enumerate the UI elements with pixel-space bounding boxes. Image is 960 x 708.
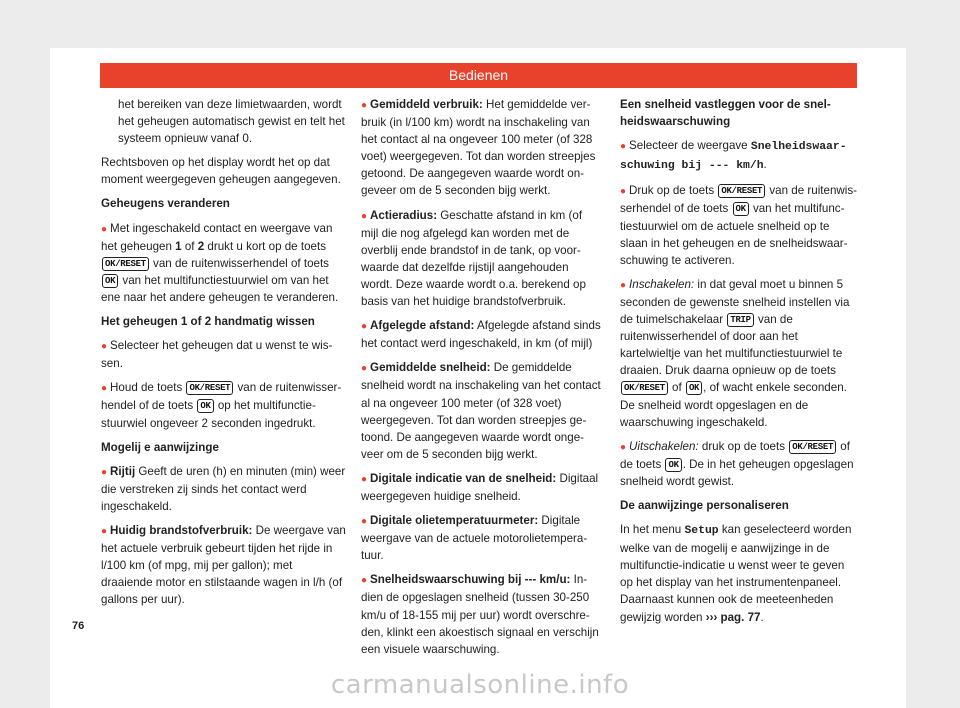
list-item: ● Selecteer het geheugen dat u wenst te wissen.: [101, 339, 333, 371]
menu-name: Setup: [684, 525, 719, 538]
list-item: ● Met ingeschakeld contact en weergave van het geheugen 1 of 2 drukt u kort op de toets OK/RESET van de ruitenwisserhendel of toets OK van het multifunctiestuurwiel om van het ene naar het andere geheugen te veranderen.: [101, 221, 339, 304]
ok-reset-key-icon: OK/RESET: [102, 257, 149, 271]
page-reference-link[interactable]: ››› pag. 77: [705, 610, 761, 624]
ok-reset-key-icon: OK/RESET: [789, 440, 836, 454]
display-text: Snelheidswaarschuwing bij --- km/h: [620, 141, 847, 173]
list-item: ● Druk op de toets OK/RESET van de ruitenwisserhendel of de toets OK van het multifunctiestuurwiel om de actuele snelheid op te slaan in het geheugen en de snelheidswaarschuwing te activeren.: [620, 184, 858, 267]
bullet-icon: ●: [101, 223, 108, 235]
subheading: Een snelheid vastleggen voor de snelheidswaarschuwing: [620, 98, 831, 129]
ok-key-icon: OK: [733, 202, 749, 216]
bullet-icon: ●: [361, 575, 368, 587]
bullet-icon: ●: [620, 279, 627, 291]
list-item: ● Rijtij Geeft de uren (h) en minuten (min) weer die verstreken zij sinds het contact werd ingeschakeld.: [101, 464, 346, 513]
list-item: ● Afgelegde afstand: Afgelegde afstand sinds het contact werd ingeschakeld, in km (of mijl): [361, 319, 601, 351]
list-item: ● Digitale olietemperatuurmeter: Digitale weergave van de actuele motorolietemperatuur.: [361, 514, 588, 563]
bullet-icon: ●: [101, 525, 108, 537]
list-item: ● Gemiddelde snelheid: De gemiddelde snelheid wordt na inschakeling van het contact al na ongeveer 100 meter (of 328 voet) weergegeven. Tot dan worden streepjes getoond. De aangegeven waarde wordt ongeveer om de 5 seconden bijg werkt.: [361, 361, 601, 461]
paragraph: het bereiken van deze limietwaarden, wordt het geheugen automatisch gewist en telt het systeem opnieuw vanaf 0.: [118, 98, 345, 146]
list-item: ● Inschakelen: in dat geval moet u binnen 5 seconden de gewenste snelheid instellen via de tuimelschakelaar TRIP van de ruitenwisserhendel of door aan het kartelwieltje van het multifunctiestuurwiel te draaien. Druk daarna opnieuw op de toets OK/RESET of OK , of wacht enkele seconden. De snelheid wordt opgeslagen en de waarschuwing ingeschakeld.: [620, 277, 850, 429]
list-item: ● Gemiddeld verbruik: Het gemiddelde verbruik (in l/100 km) wordt na inschakeling van het contact al na ongeveer 100 meter (of 328 voet) weergegeven. Tot dan worden streepjes getoond. De aangegeven waarde wordt ongeveer om de 5 seconden bijg werkt.: [361, 98, 596, 198]
ok-key-icon: OK: [102, 274, 118, 288]
bullet-icon: ●: [361, 210, 368, 222]
trip-key-icon: TRIP: [727, 313, 753, 327]
list-item: ● Snelheidswaarschuwing bij --- km/u: Indien de opgeslagen snelheid (tussen 30-250 km/u of 18-155 mij per uur) wordt overschreden, klinkt een akoestisch signaal en verschijn een visuele waarschuwing.: [361, 573, 599, 656]
paragraph: Rechtsboven op het display wordt het op dat moment weergegeven geheugen aangegeven.: [101, 156, 341, 187]
ok-key-icon: OK: [665, 458, 681, 472]
list-item: ● Uitschakelen: druk op de toets OK/RESET of de toets OK . De in het geheugen opgeslagen snelheid wordt gewist.: [620, 439, 854, 488]
page-number: 76: [72, 620, 85, 632]
subheading: Mogelij e aanwijzinge: [101, 440, 219, 454]
bullet-icon: ●: [361, 473, 368, 485]
paragraph: In het menu Setup kan geselecteerd worden welke van de mogelij e aanwijzinge in de multifunctie-indicatie u wenst weer te geven op het display van het instrumentenpaneel. Daarnaast kunnen ook de meeteenheden gewijzig worden ››› pag. 77.: [620, 523, 852, 624]
section-header: Bedienen: [100, 63, 857, 88]
bullet-icon: ●: [101, 341, 108, 353]
ok-key-icon: OK: [686, 381, 702, 395]
list-item: ● Selecteer de weergave Snelheidswaarschuwing bij --- km/h.: [620, 139, 847, 173]
list-item: ● Digitale indicatie van de snelheid: Digitaal weergegeven huidige snelheid.: [361, 471, 599, 503]
subheading: De aanwijzinge personaliseren: [620, 498, 789, 512]
subheading: Geheugens veranderen: [101, 197, 230, 211]
list-item: ● Houd de toets OK/RESET van de ruitenwisserhendel of de toets OK op het multifunctiestuurwiel ongeveer 2 seconden ingedrukt.: [101, 381, 342, 430]
bullet-icon: ●: [361, 321, 368, 333]
ok-reset-key-icon: OK/RESET: [186, 381, 233, 395]
bullet-icon: ●: [620, 141, 627, 153]
bullet-icon: ●: [361, 100, 368, 111]
column-2: [361, 96, 601, 665]
bullet-icon: ●: [620, 186, 627, 198]
column-3: [620, 96, 860, 633]
watermark: carmanualsonline.info: [330, 670, 630, 700]
bullet-icon: ●: [361, 363, 368, 375]
ok-key-icon: OK: [197, 399, 213, 413]
bullet-icon: ●: [101, 383, 108, 395]
list-item: ● Actieradius: Geschatte afstand in km (of mijl die nog afgelegd kan worden met de overblij ende brandstof in de tank, op voorwaarde dat dezelfde rijstijl aangehouden wordt. Deze waarde wordt o.a. berekend op basis van het huidige brandstofverbruik.: [361, 208, 586, 309]
bullet-icon: ●: [620, 441, 627, 453]
column-1: [101, 96, 347, 615]
list-item: ● Huidig brandstofverbruik: De weergave van het actuele verbruik gebeurt tijden het rijde in l/100 km (of mpg, mij per gallon); met draaiende motor en stilstaande wagen in l/h (of gallons per uur).: [101, 523, 346, 607]
bullet-icon: ●: [361, 516, 368, 528]
subheading: Het geheugen 1 of 2 handmatig wissen: [101, 315, 315, 329]
bullet-icon: ●: [101, 466, 108, 478]
ok-reset-key-icon: OK/RESET: [718, 184, 765, 198]
ok-reset-key-icon: OK/RESET: [621, 381, 668, 395]
